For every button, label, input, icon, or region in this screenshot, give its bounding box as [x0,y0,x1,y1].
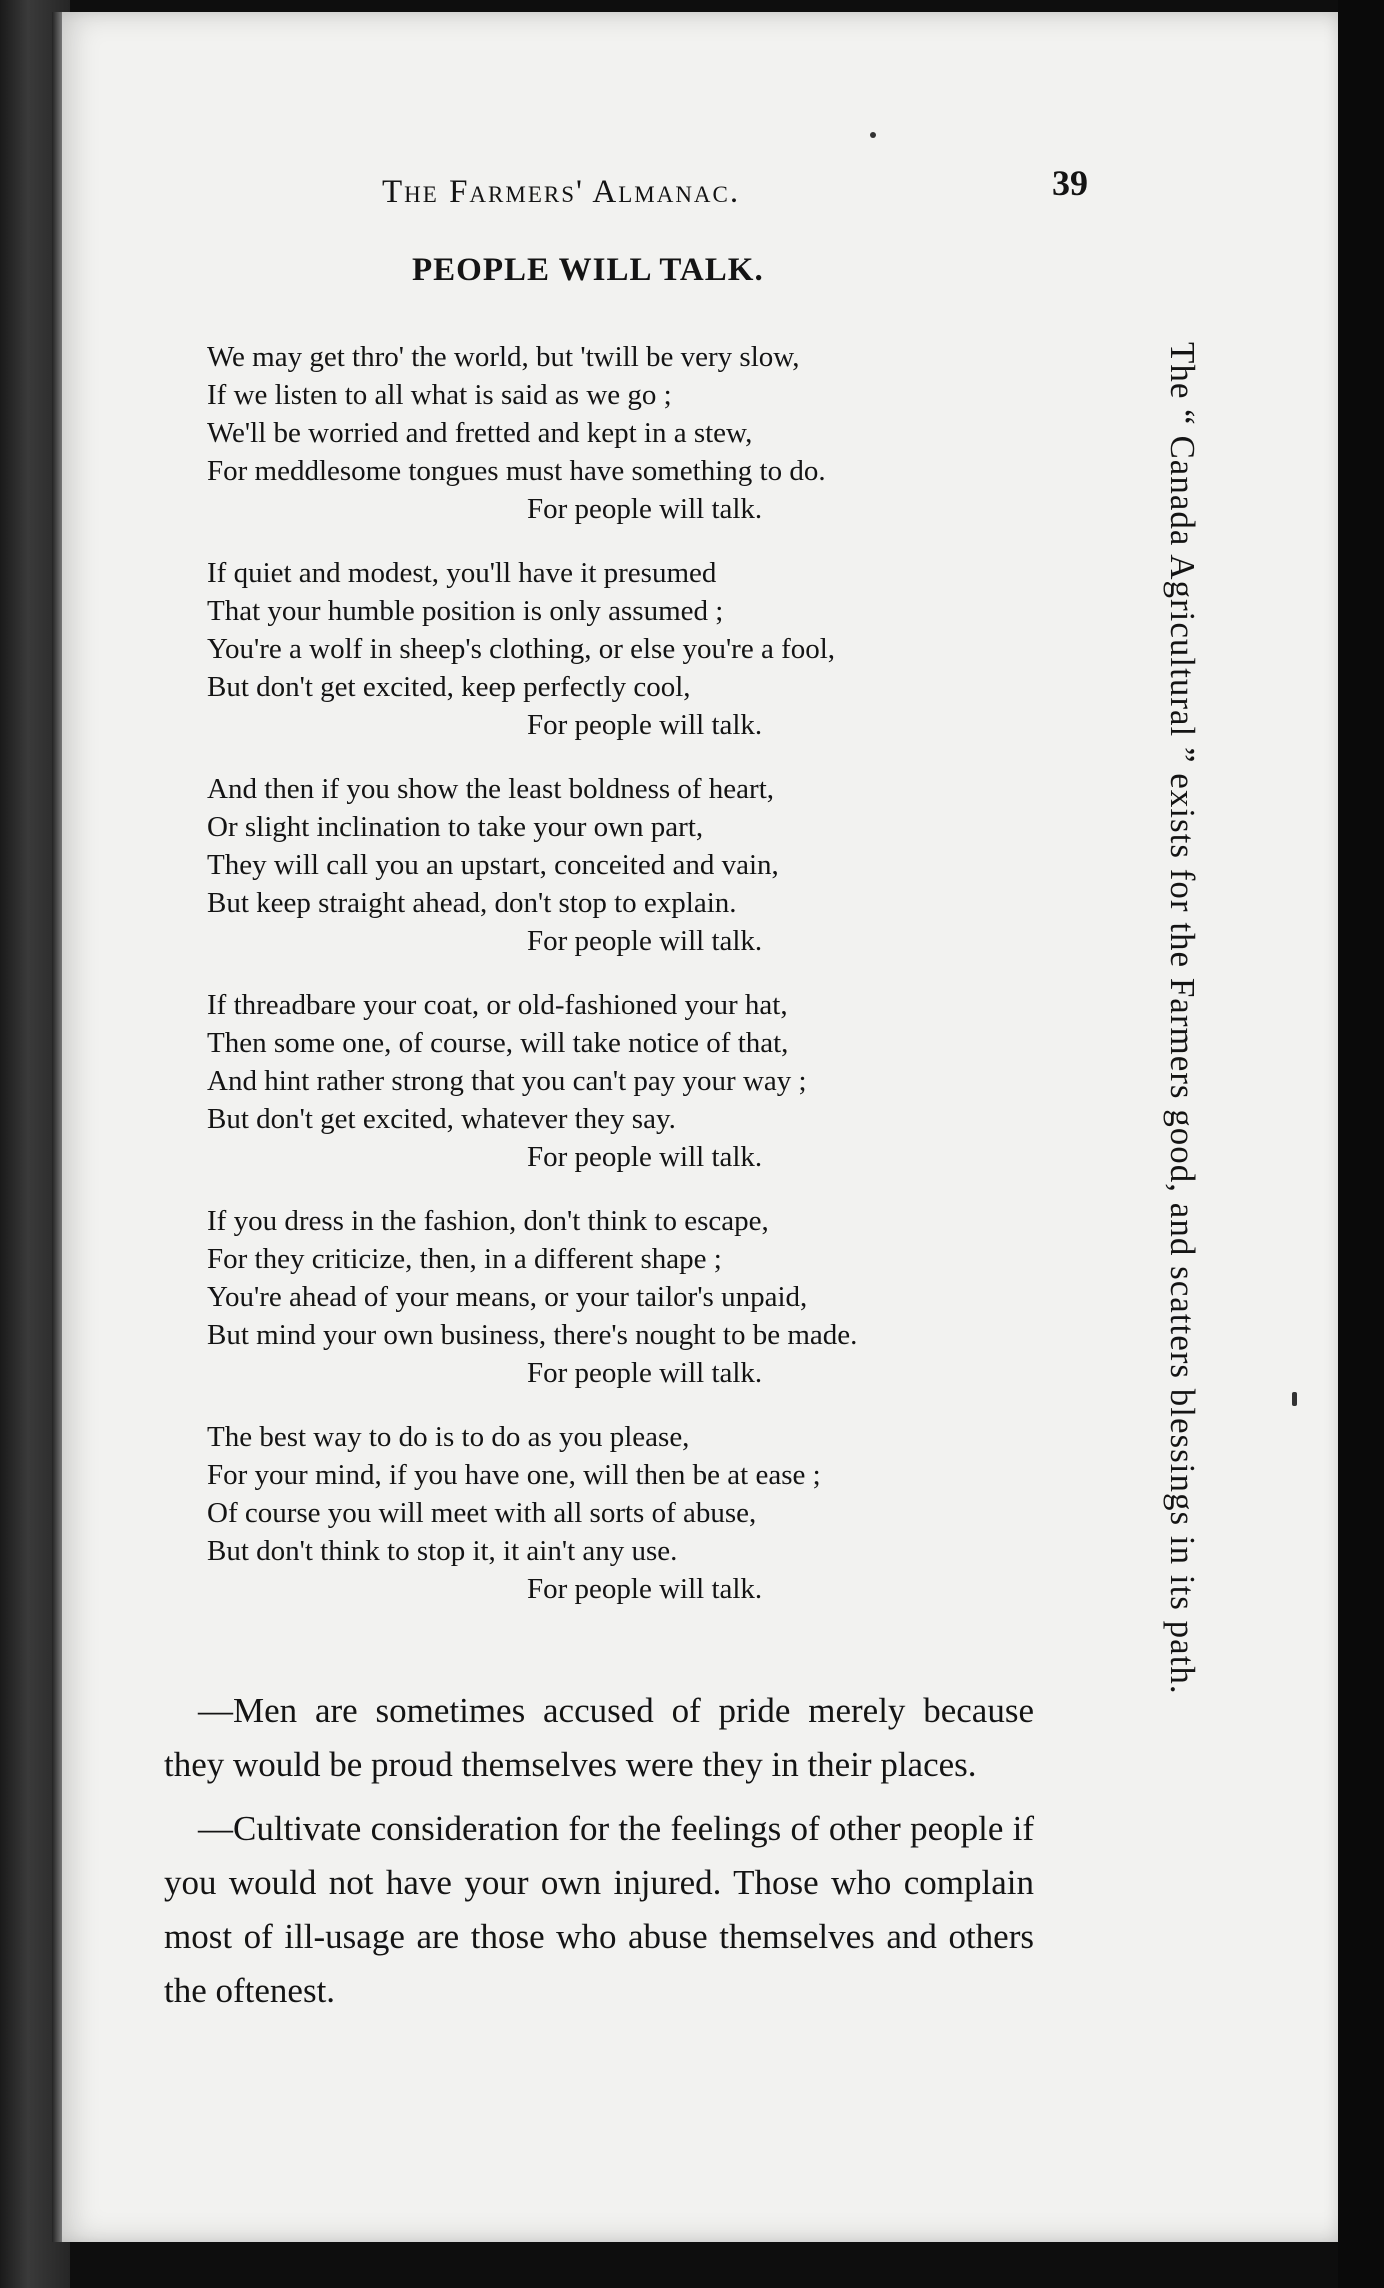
poem-line: Or slight inclination to take your own part, [207,811,704,843]
poem-refrain: For people will talk. [527,1357,763,1389]
page-header [52,162,1340,222]
ink-speck [870,132,876,138]
poem-line: We may get thro' the world, but 'twill be very slow, [207,341,800,373]
prose-paragraph: —Cultivate consideration for the feelings of other people if you would not have your own injured. Those who complain most of ill-usage are those who abuse themselves and others the oftenest. [164,1809,1034,2010]
poem-line: If threadbare your coat, or old-fashioned your hat, [207,989,788,1021]
poem-line: For meddlesome tongues must have something to do. [207,455,826,487]
poem-stanza [207,1418,1027,1608]
poem-line: If quiet and modest, you'll have it presumed [207,557,717,589]
poem-line: But don't think to stop it, it ain't any use. [207,1535,678,1567]
running-head: The Farmers' Almanac. [382,174,741,210]
poem-refrain: For people will talk. [527,493,763,525]
page-gutter-shadow [52,12,62,2242]
poem-line: The best way to do is to do as you please, [207,1421,690,1453]
poem-line: That your humble position is only assumed ; [207,595,724,627]
poem-line: For they criticize, then, in a different shape ; [207,1243,722,1275]
poem-line: You're a wolf in sheep's clothing, or else you're a fool, [207,633,836,665]
poem-line: For your mind, if you have one, will then be at ease ; [207,1459,821,1491]
book-page [52,12,1340,2242]
poem-refrain: For people will talk. [527,1573,763,1605]
poem-stanza [207,986,1027,1176]
page-number: 39 [1052,163,1088,203]
prose-block [164,1684,1034,2028]
poem-line: They will call you an upstart, conceited and vain, [207,849,779,881]
vertical-side-note: The “ Canada Agricultural ” exists for the Farmers good, and scatters blessings in its path. [1163,342,1202,1695]
poem-line: We'll be worried and fretted and kept in a stew, [207,417,753,449]
poem-line: If you dress in the fashion, don't think to escape, [207,1205,769,1237]
poem-line: But mind your own business, there's nought to be made. [207,1319,858,1351]
poem-stanza [207,770,1027,960]
poem-refrain: For people will talk. [527,709,763,741]
ink-speck [1292,1392,1297,1406]
poem-body [207,338,1027,1634]
poem-line: You're ahead of your means, or your tailor's unpaid, [207,1281,808,1313]
poem-stanza [207,554,1027,744]
poem-line: If we listen to all what is said as we go ; [207,379,672,411]
prose-paragraph: —Men are sometimes accused of pride merely because they would be proud themselves were they in their places. [164,1691,1034,1784]
poem-title: PEOPLE WILL TALK. [412,252,764,288]
poem-stanza [207,1202,1027,1392]
poem-refrain: For people will talk. [527,1141,763,1173]
poem-line: Then some one, of course, will take notice of that, [207,1027,789,1059]
scan-border [1338,0,1384,2288]
poem-line: But don't get excited, whatever they say. [207,1103,676,1135]
poem-line: But don't get excited, keep perfectly cool, [207,671,691,703]
poem-line: And hint rather strong that you can't pay your way ; [207,1065,807,1097]
poem-line: But keep straight ahead, don't stop to explain. [207,887,737,919]
poem-stanza [207,338,1027,528]
poem-line: Of course you will meet with all sorts of abuse, [207,1497,757,1529]
poem-line: And then if you show the least boldness of heart, [207,773,775,805]
poem-refrain: For people will talk. [527,925,763,957]
